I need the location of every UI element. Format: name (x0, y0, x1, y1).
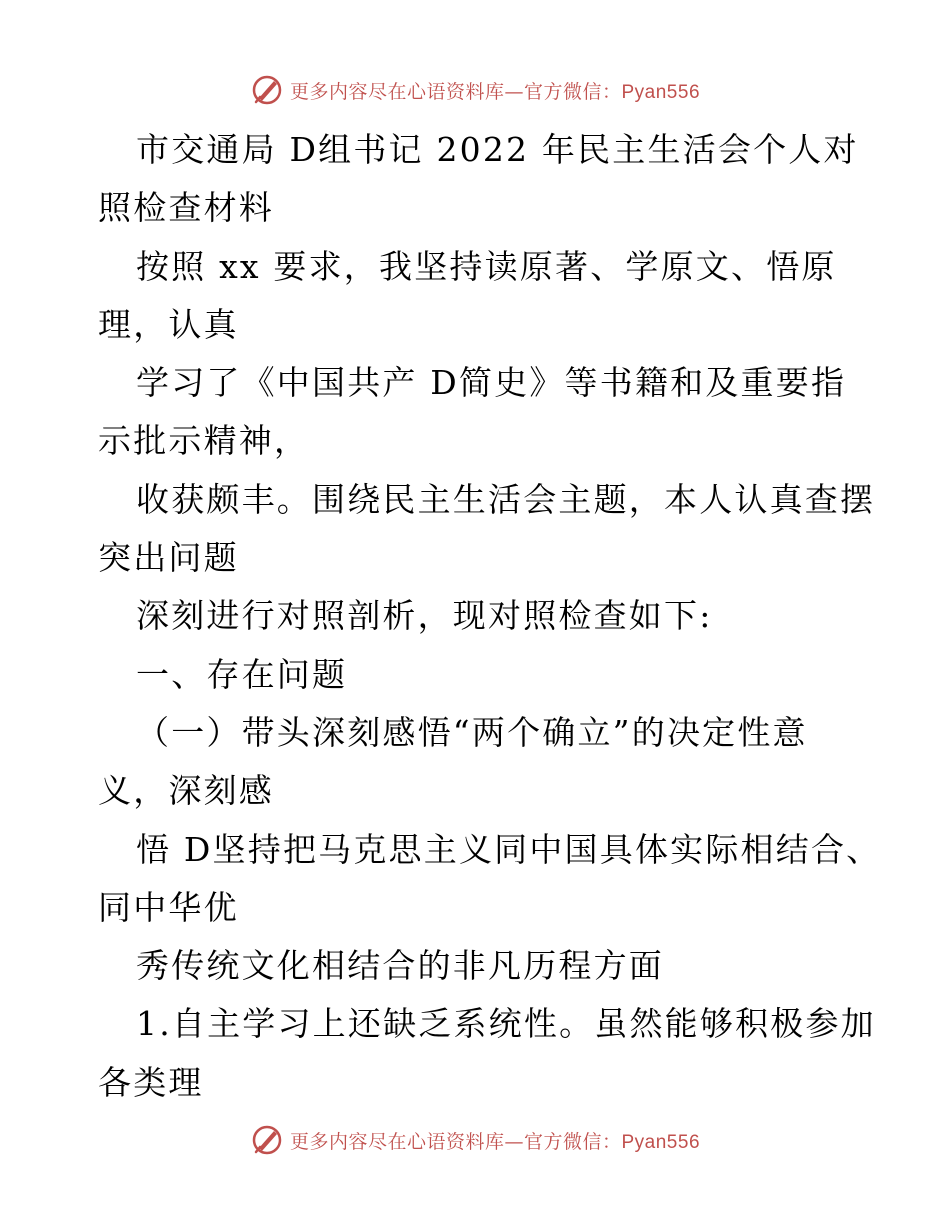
text-line: 收获颇丰。围绕民主生活会主题，本人认真查摆 (136, 479, 876, 519)
text-line: 示批示精神， (98, 421, 310, 461)
text-line: 各类理 (98, 1062, 204, 1102)
text-line: 深刻进行对照剖析，现对照检查如下: (136, 596, 713, 636)
text-line: 按照 xx 要求，我坚持读原著、学原文、悟原 (136, 246, 837, 286)
text-line: 一、存在问题 (136, 654, 348, 694)
watermark-wechat-id: Pyan556 (621, 81, 701, 103)
quill-logo-icon (250, 1123, 284, 1157)
watermark-wechat-id: Pyan556 (621, 1131, 701, 1153)
watermark-text (290, 77, 700, 104)
text-line: 市交通局 D组书记 2022 年民主生活会个人对 (136, 130, 859, 169)
watermark-text (290, 1127, 700, 1154)
watermark-label: 更多内容尽在心语资料库—官方微信： (289, 1130, 622, 1153)
text-line: 照检查材料 (98, 188, 274, 228)
text-line: 同中华优 (98, 887, 239, 927)
text-line: （一）带头深刻感悟“两个确立”的决定性意 (136, 712, 808, 752)
text-line: 1.自主学习上还缺乏系统性。虽然能够积极参加 (136, 1004, 876, 1044)
text-line: 秀传统文化相结合的非凡历程方面 (136, 946, 664, 986)
watermark-header (0, 70, 950, 110)
watermark-footer (0, 1120, 950, 1160)
text-line: 突出问题 (98, 538, 239, 578)
document-body (98, 121, 882, 1112)
text-line: 学习了《中国共产 D简史》等书籍和及重要指 (136, 363, 847, 403)
quill-logo-icon (250, 73, 284, 107)
watermark-label: 更多内容尽在心语资料库—官方微信： (289, 80, 622, 103)
text-line: 理，认真 (98, 304, 239, 344)
text-line: 悟 D坚持把马克思主义同中国具体实际相结合、 (136, 829, 882, 869)
text-line: 义，深刻感 (98, 771, 274, 811)
